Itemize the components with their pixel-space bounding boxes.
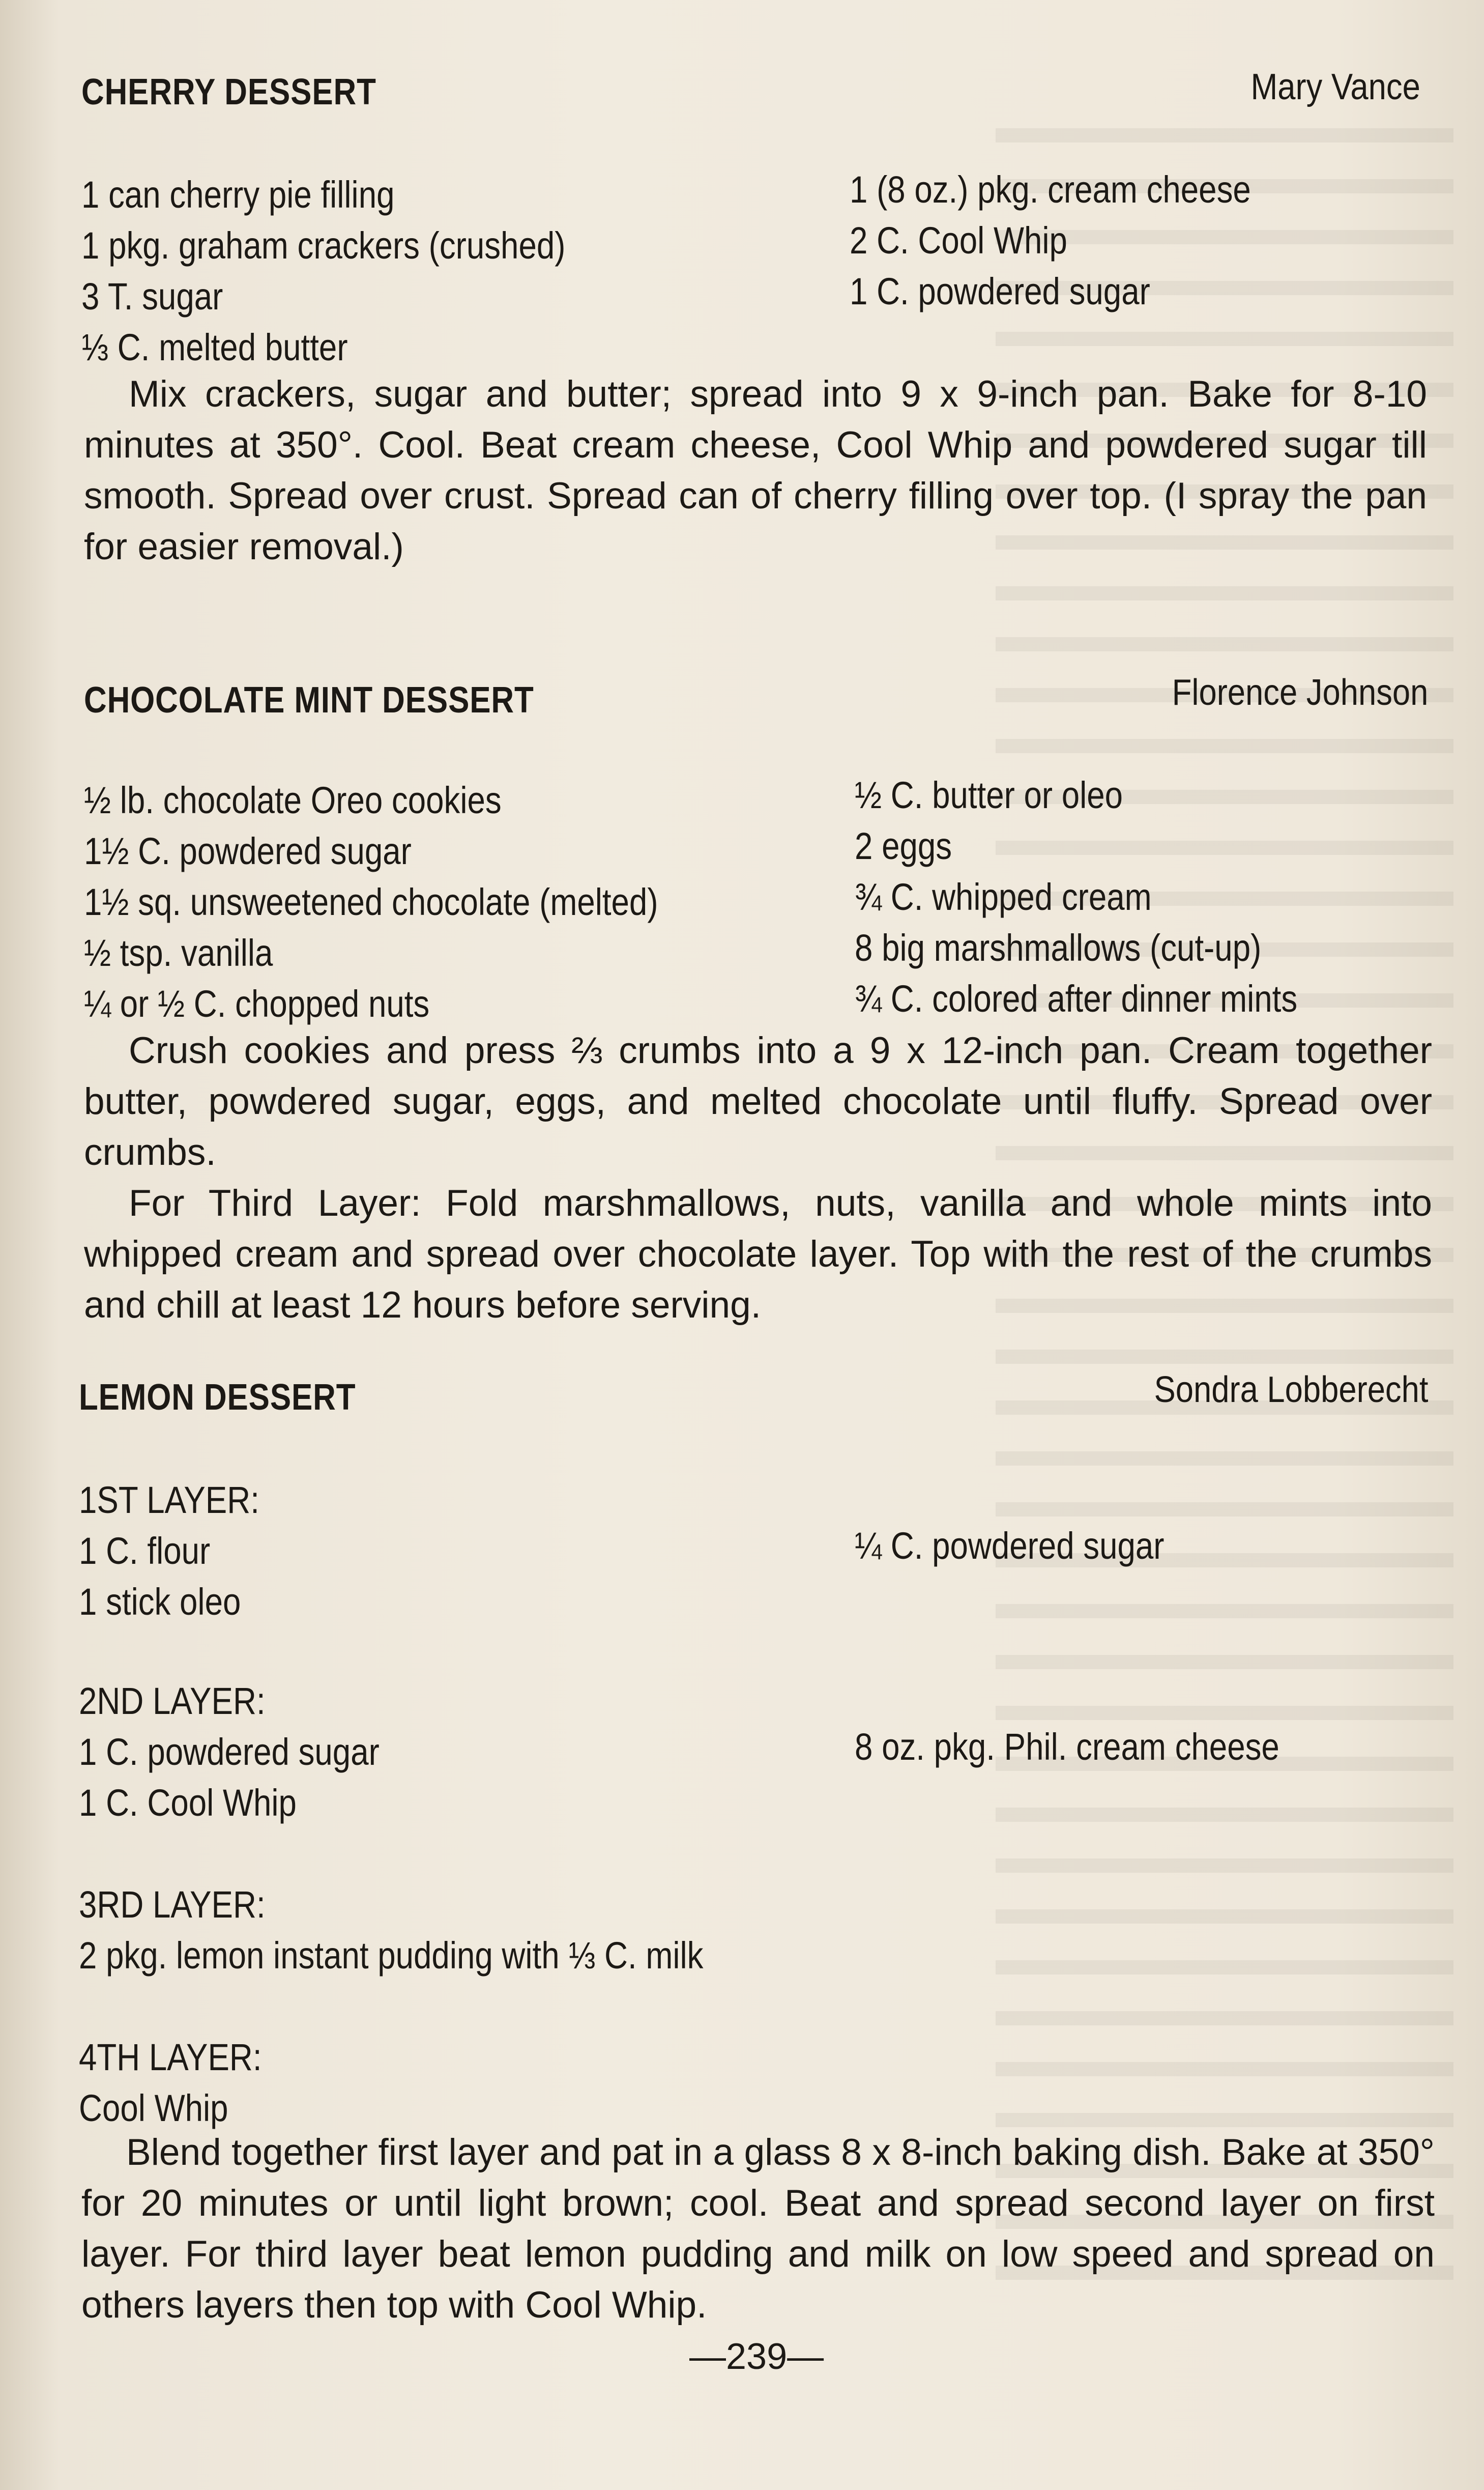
lemon-dessert-author: Sondra Lobberecht <box>1154 1369 1428 1410</box>
ingredient: 1½ sq. unsweetened chocolate (melted) <box>84 881 658 923</box>
ingredient: 2 eggs <box>855 825 952 867</box>
directions-paragraph: Crush cookies and press ⅔ crumbs into a 9 x 12-inch pan. Cream together butter, powdered sugar, eggs, and melted chocolate until fluffy. Spread over crumbs. <box>84 1030 1432 1173</box>
directions-paragraph: Mix crackers, sugar and butter; spread into 9 x 9-inch pan. Bake for 8-10 minutes at 350°. Cool. Beat cream cheese, Cool Whip and powdered sugar till smooth. Spread over crust. Spread can of cherry filling over top. (I spray the pan for easier removal.) <box>84 374 1427 567</box>
chocolate-mint-dessert-author: Florence Johnson <box>1172 672 1428 713</box>
ingredient: 2 pkg. lemon instant pudding with ⅓ C. milk <box>79 1934 704 1977</box>
ingredient: ¼ or ½ C. chopped nuts <box>84 983 430 1025</box>
ingredient: ¾ C. colored after dinner mints <box>855 978 1298 1020</box>
ingredient: ½ C. butter or oleo <box>855 774 1123 816</box>
layer-heading: 2ND LAYER: <box>79 1680 266 1722</box>
ingredient: 2 C. Cool Whip <box>850 219 1067 262</box>
ingredient: 1 stick oleo <box>79 1581 241 1623</box>
layer-heading: 1ST LAYER: <box>79 1479 259 1521</box>
ingredient: 8 oz. pkg. Phil. cream cheese <box>855 1726 1279 1768</box>
ingredient: 1 can cherry pie filling <box>81 174 395 216</box>
layer-heading: 4TH LAYER: <box>79 2036 262 2078</box>
ingredient: 1 pkg. graham crackers (crushed) <box>81 224 566 267</box>
directions-paragraph: Blend together first layer and pat in a glass 8 x 8-inch baking dish. Bake at 350° for 20 minutes or until light brown; cool. Beat and spread second layer on first layer. For third layer beat lemon pudding and milk on low speed and spread on others layers then top with Cool Whip. <box>81 2132 1435 2326</box>
ingredient: ½ lb. chocolate Oreo cookies <box>84 779 502 821</box>
ingredient: 1½ C. powdered sugar <box>84 830 412 872</box>
ingredient: 1 C. powdered sugar <box>850 270 1150 312</box>
ingredient: ⅓ C. melted butter <box>81 326 348 368</box>
ingredient: ½ tsp. vanilla <box>84 932 273 974</box>
directions-paragraph: For Third Layer: Fold marshmallows, nuts, vanilla and whole mints into whipped cream and spread over chocolate layer. Top with the rest of the crumbs and chill at least 12 hours before serving. <box>84 1183 1432 1326</box>
cherry-dessert-title: CHERRY DESSERT <box>81 72 376 112</box>
ingredient: 1 C. powdered sugar <box>79 1731 380 1773</box>
layer-heading: 3RD LAYER: <box>79 1883 266 1926</box>
lemon-dessert-title: LEMON DESSERT <box>79 1377 356 1418</box>
ingredient: 8 big marshmallows (cut-up) <box>855 927 1262 969</box>
chocolate-mint-dessert-directions <box>84 1025 1432 1331</box>
ingredient: 1 C. Cool Whip <box>79 1782 297 1824</box>
ingredient: ¼ C. powdered sugar <box>855 1525 1165 1567</box>
chocolate-mint-dessert-title: CHOCOLATE MINT DESSERT <box>84 680 534 721</box>
page-number: —239— <box>689 2336 824 2377</box>
ingredient: ¾ C. whipped cream <box>855 876 1152 918</box>
ingredient: 1 (8 oz.) pkg. cream cheese <box>850 168 1251 211</box>
ingredient: 1 C. flour <box>79 1530 211 1572</box>
cherry-dessert-directions <box>84 369 1427 573</box>
lemon-dessert-directions <box>81 2127 1435 2331</box>
ingredient: 3 T. sugar <box>81 275 223 318</box>
cherry-dessert-author: Mary Vance <box>1250 67 1420 107</box>
ingredient: Cool Whip <box>79 2087 228 2129</box>
